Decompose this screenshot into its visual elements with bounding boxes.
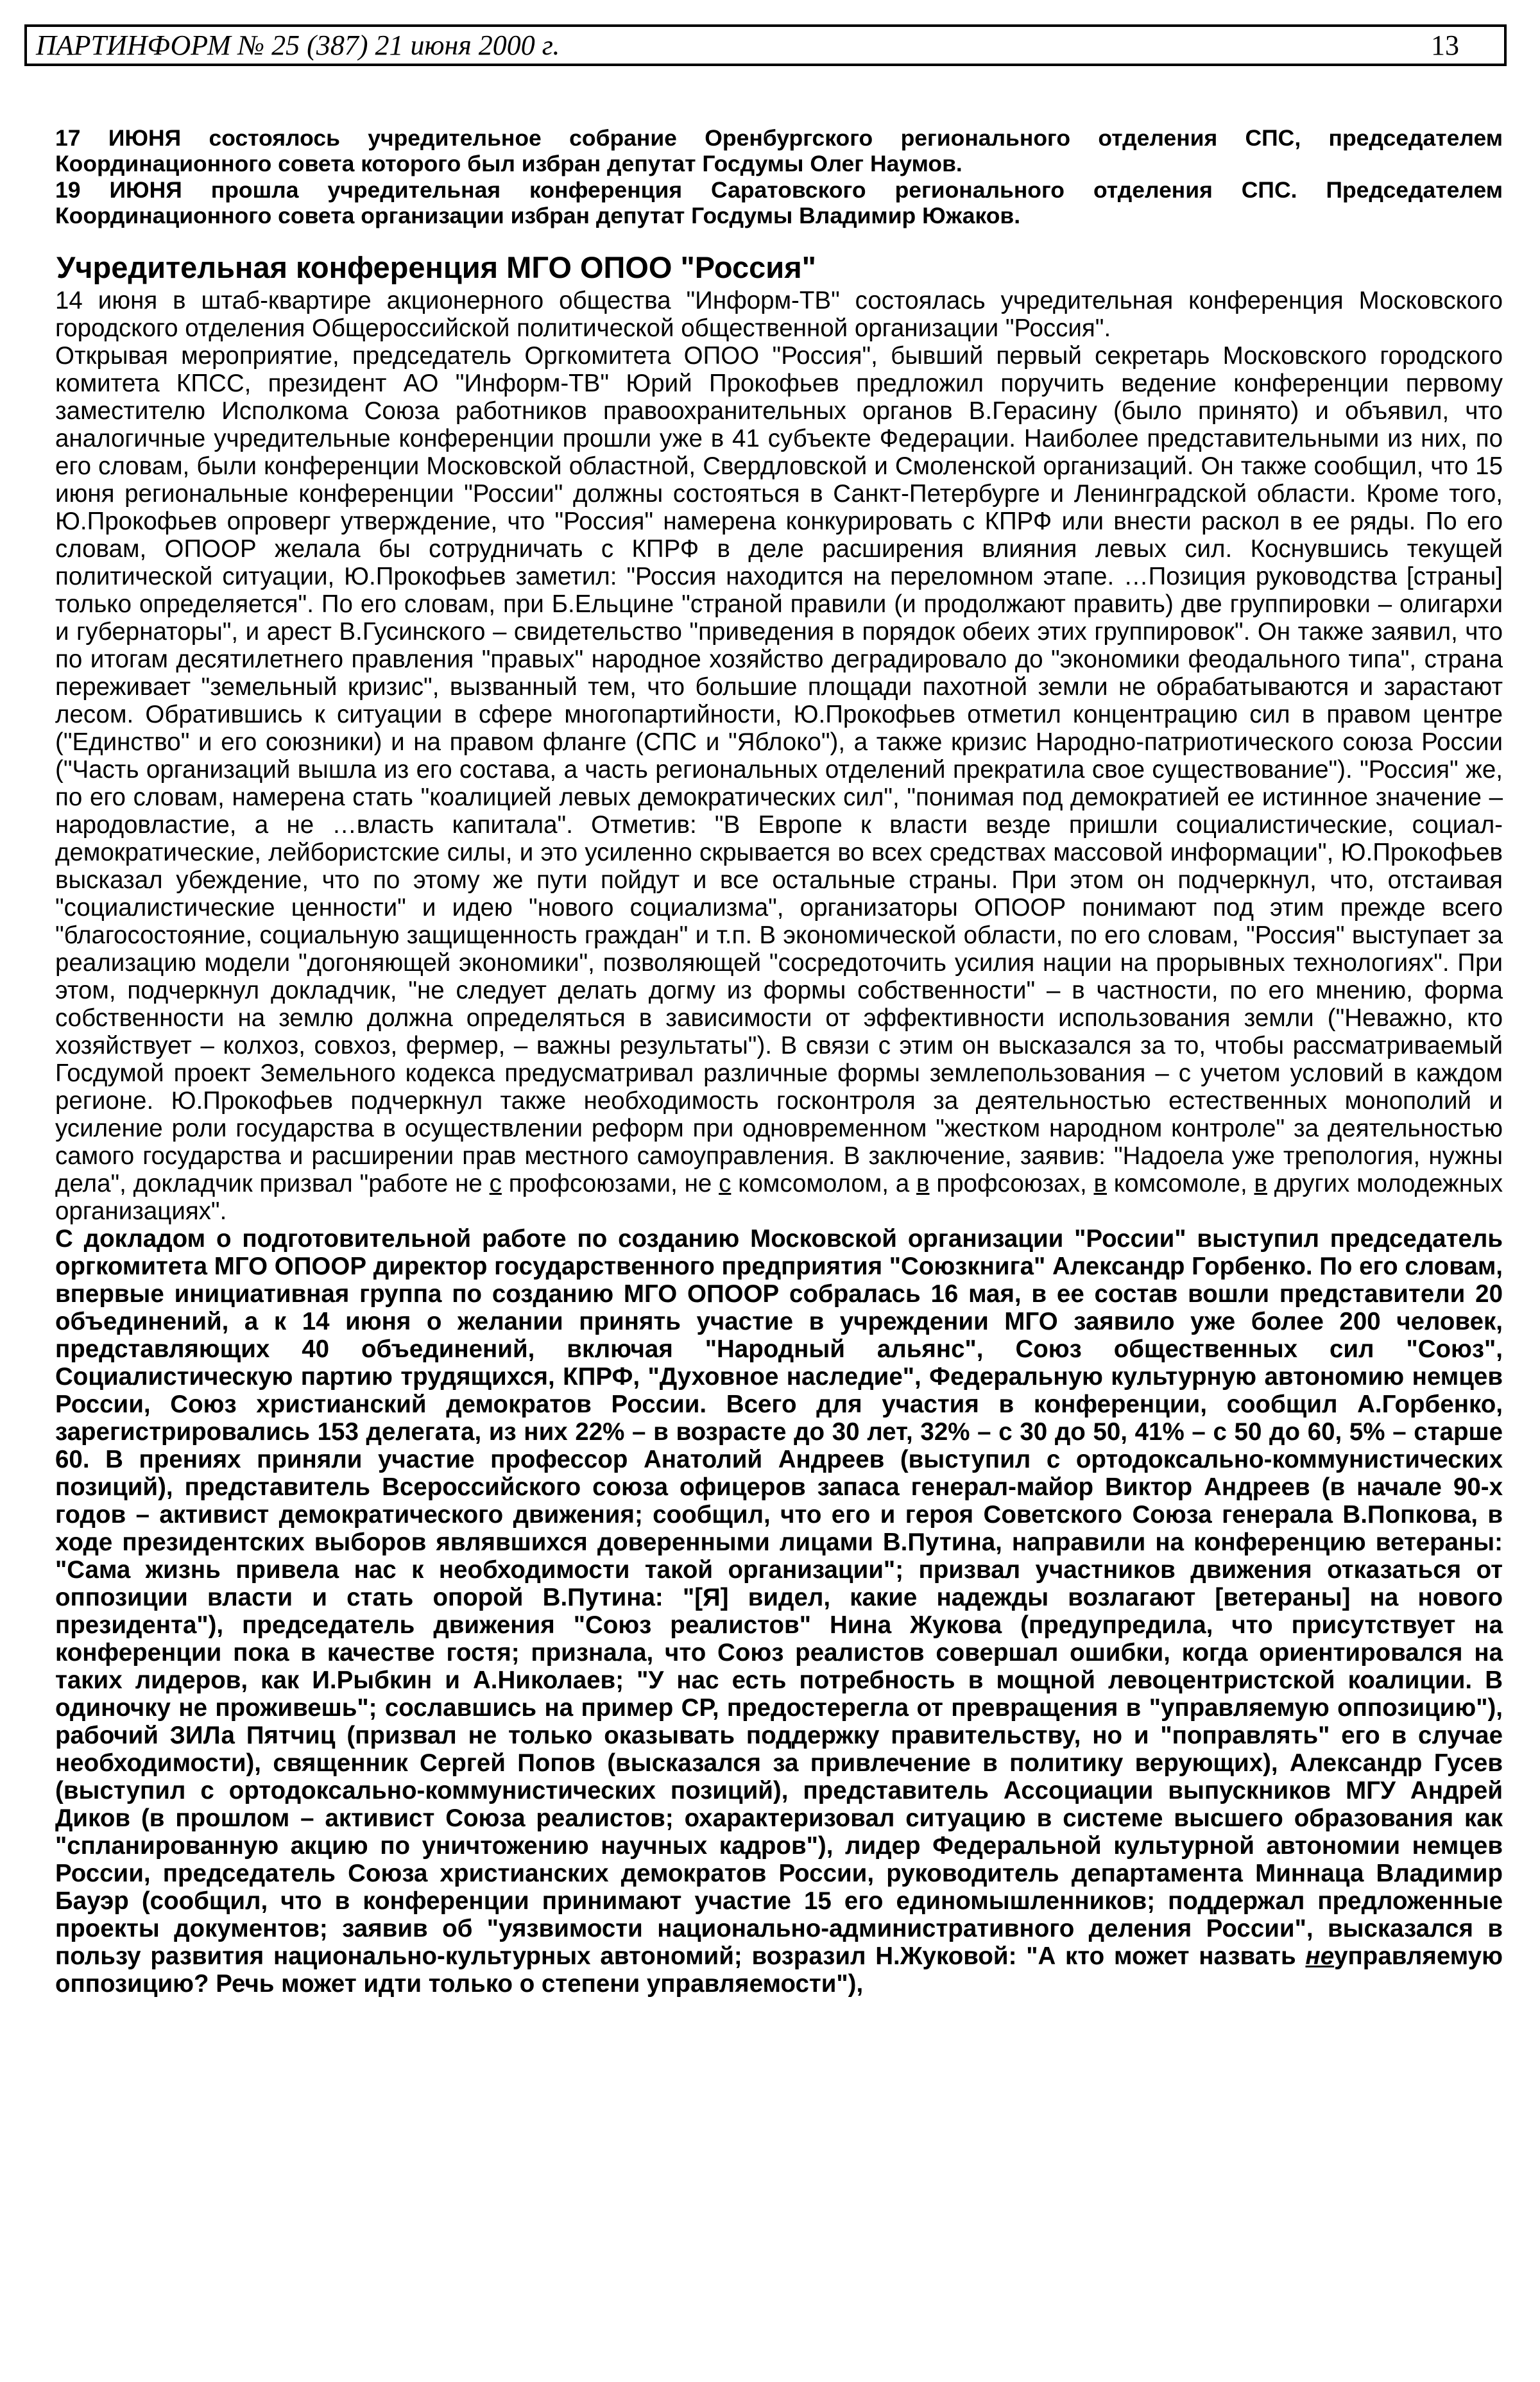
article-paragraph-2 [55, 342, 1503, 1225]
paragraph-text: профсоюзах, [929, 1169, 1094, 1197]
paragraph-text: профсоюзами, не [501, 1169, 719, 1197]
paragraph-text: комсомолом, а [731, 1169, 917, 1197]
paragraph-text: комсомоле, [1106, 1169, 1254, 1197]
article-paragraph-1: 14 июня в штаб-квартире акционерного общества "Информ-ТВ" состоялась учредительная конференция Московского городского отделения Общероссийской политической общественной организации "Россия". [55, 286, 1503, 342]
underlined-word: с [719, 1169, 732, 1197]
page-number: 13 [1431, 30, 1459, 61]
article-paragraph-3 [55, 1225, 1503, 1998]
underlined-word: с [489, 1169, 502, 1197]
paragraph-text: управляемую оппозицию? Речь может идти только о степени управляемости"), [55, 1942, 1503, 1998]
underlined-word: в [916, 1169, 930, 1197]
underlined-word: в [1254, 1169, 1267, 1197]
underlined-word: в [1093, 1169, 1107, 1197]
page-header [24, 24, 1507, 66]
article-body [55, 287, 1503, 1998]
paragraph-text: других молодежных организациях". [55, 1169, 1503, 1225]
news-briefs [55, 125, 1503, 229]
paragraph-text: С докладом о подготовительной работе по созданию Московской организации "России" выступил председатель оргкомитета МГО ОПООР директор государственного предприятия "Союзкнига" Александр Горбенко. По его словам, впервые инициативная группа по созданию МГО ОПООР собралась 16 мая, в ее состав вошли представители 20 объединений, а к 14 июня о желании принять участие в учреждении МГО заявило уже более 200 человек, представляющих 40 объединений, включая "Народный альянс", Союз общественных сил "Союз", Социалистическую партию трудящихся, КПРФ, "Духовное наследие", Федеральную культурную автономию немцев России, Союз христианский демократов России. Всего для участия в конференции, сообщил А.Горбенко, зарегистрировались 153 делегата, из них 22% – в возрасте до 30 лет, 32% – с 30 до 50, 41% – с 50 до 60, 5% – старше 60. В прениях приняли участие профессор Анатолий Андреев (выступил с ортодоксально-коммунистических позиций), представитель Всероссийского союза офицеров запаса генерал-майор Виктор Андреев (в начале 90-х годов – активист демократического движения; сообщил, что его и героя Советского Союза генерала В.Попкова, в ходе президентских выборов являвшихся доверенными лицами В.Путина, направили на конференцию ветераны: "Сама жизнь привела нас к необходимости такой организации"; призвал участников движения отказаться от оппозиции власти и стать опорой В.Путина: "[Я] видел, какие надежды возлагают [ветераны] на нового президента"), председатель движения "Союз реалистов" Нина Жукова (предупредила, что присутствует на конференции пока в качестве гостя; признала, что Союз реалистов совершал ошибки, когда ориентировался на таких лидеров, как И.Рыбкин и А.Николаев; "У нас есть потребность в мощной левоцентристской коалиции. В одиночку не проживешь"; сославшись на пример СР, предостерегла от превращения в "управляемую оппозицию"), рабочий ЗИЛа Пятчиц (призвал не только оказывать поддержку правительству, но и "поправлять" его в случае необходимости), священник Сергей Попов (высказался за привлечение в политику верующих), Александр Гусев (выступил с ортодоксально-коммунистических позиций), представитель Ассоциации выпускников МГУ Андрей Диков (в прошлом – активист Союза реалистов; охарактеризовал ситуацию в системе высшего образования как "спланированную акцию по уничтожению научных кадров"), лидер Федеральной культурной автономии немцев России, председатель Союза христианских демократов России, руководитель департамента Миннаца Владимир Бауэр (сообщил, что в конференции принимают участие 15 его единомышленников; поддержал предложенные проекты документов; заявив об "уязвимости национально-административного деления России", высказался в пользу развития национально-культурных автономий; возразил Н.Жуковой: "А кто может назвать [55, 1224, 1503, 1970]
paragraph-text: Открывая мероприятие, председатель Оргкомитета ОПОО "Россия", бывший первый секретарь Московского городского комитета КПСС, президент АО "Информ-ТВ" Юрий Прокофьев предложил поручить ведение конференции первому заместителю Исполкома Союза работников правоохранительных органов В.Герасину (было принято) и объявил, что аналогичные учредительные конференции прошли уже в 41 субъекте Федерации. Наиболее представительными из них, по его словам, были конференции Московской областной, Свердловской и Смоленской организаций. Он также сообщил, что 15 июня региональные конференции "России" должны состояться в Санкт-Петербурге и Ленинградской области. Кроме того, Ю.Прокофьев опроверг утверждение, что "Россия" намерена конкурировать с КПРФ или внести раскол в ее ряды. По его словам, ОПООР желала бы сотрудничать с КПРФ в деле расширения влияния левых сил. Коснувшись текущей политической ситуации, Ю.Прокофьев заметил: "Россия находится на переломном этапе. …Позиция руководства [страны] только определяется". По его словам, при Б.Ельцине "страной правили (и продолжают править) две группировки – олигархи и губернаторы", и арест В.Гусинского – свидетельство "приведения в порядок обеих этих группировок". Он также заявил, что по итогам десятилетнего правления "правых" народное хозяйство деградировало до "экономики феодального типа", страна переживает "земельный кризис", вызванный тем, что большие площади пахотной земли не обрабатываются и зарастают лесом. Обратившись к ситуации в сфере многопартийности, Ю.Прокофьев отметил концентрацию сил в правом центре ("Единство" и его союзники) и на правом фланге (СПС и "Яблоко"), а также кризис Народно-патриотического союза России ("Часть организаций вышла из его состава, а часть региональных отделений прекратила свое существование"). "Россия" же, по его словам, намерена стать "коалицией левых демократических сил", "понимая под демократией ее истинное значение – народовластие, а не …власть капитала". Отметив: "В Европе к власти везде пришли социалистические, социал-демократические, лейбористские силы, и это усиленно скрывается во всех средствах массовой информации", Ю.Прокофьев высказал убеждение, что по этому же пути пойдут и все остальные страны. При этом он подчеркнул, что, отстаивая "социалистические ценности" и идею "нового социализма", организаторы ОПООР понимают под этим прежде всего "благосостояние, социальную защищенность граждан" и т.п. В экономической области, по его словам, "Россия" выступает за реализацию модели "догоняющей экономики", позволяющей "сосредоточить усилия нации на прорывных технологиях". При этом, подчеркнул докладчик, "не следует делать догму из формы собственности" – в частности, по его мнению, форма собственности на землю должна определяться в зависимости от эффективности использования земли ("Неважно, кто хозяйствует – колхоз, совхоз, фермер, – важны результаты"). В связи с этим он высказался за то, чтобы рассматриваемый Госдумой проект Земельного кодекса предусматривал различные формы землепользования – с учетом условий в каждом регионе. Ю.Прокофьев подчеркнул также необходимость госконтроля за деятельностью естественных монополий и усиление роли государства в осуществлении реформ при одновременном "жестком народном контроле" за деятельностью самого государства и расширении прав местного самоуправления. В заключение, заявив: "Надоела уже трепология, нужны дела", докладчик призвал "работе не [55, 341, 1503, 1197]
news-item-orenburg: 17 ИЮНЯ состоялось учредительное собрание Оренбургского регионального отделения СПС, председателем Координационного совета которого был избран депутат Госдумы Олег Наумов. [55, 125, 1503, 177]
underlined-italic-word: не [1305, 1942, 1335, 1970]
publication-title: ПАРТИНФОРМ № 25 (387) 21 июня 2000 г. [36, 30, 560, 61]
page-content [55, 125, 1503, 1998]
article-heading: Учредительная конференция МГО ОПОО "Россия" [56, 250, 816, 284]
news-item-saratov: 19 ИЮНЯ прошла учредительная конференция Саратовского регионального отделения СПС. Председателем Координационного совета организации избран депутат Госдумы Владимир Южаков. [55, 176, 1503, 229]
